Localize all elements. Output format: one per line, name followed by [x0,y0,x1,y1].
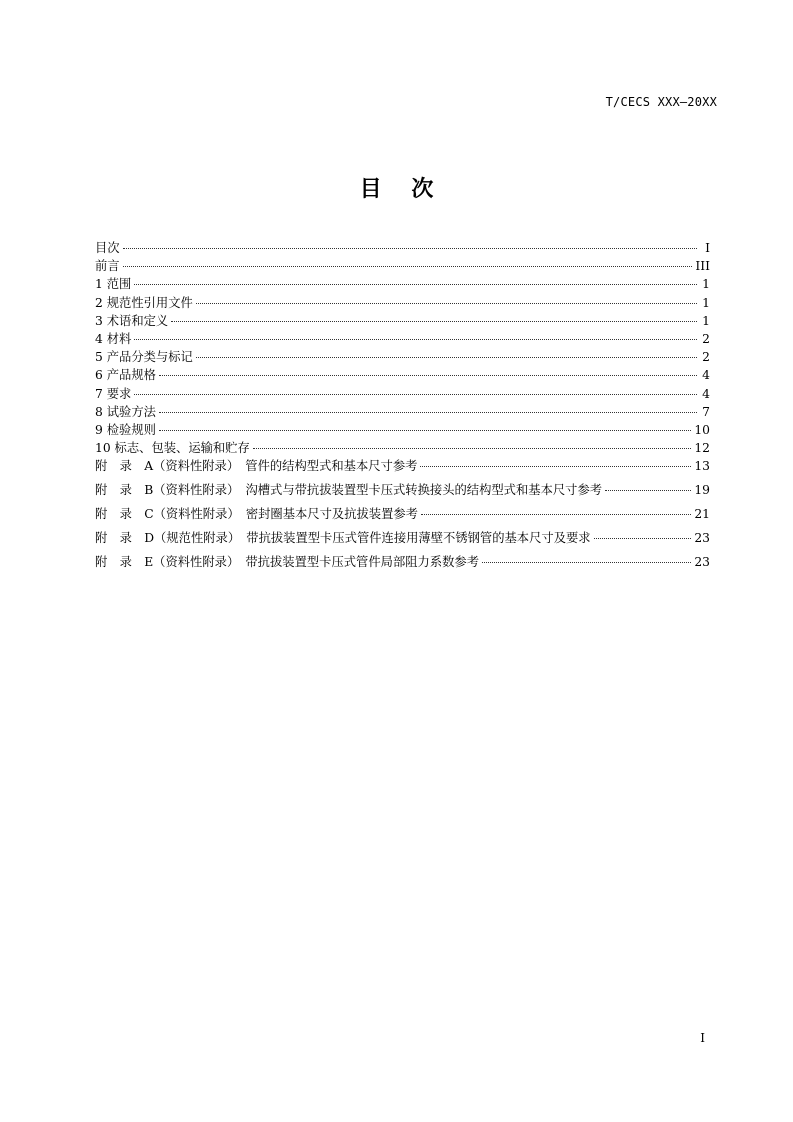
toc-annex-page: 13 [694,459,710,474]
toc-entry-10[interactable] [95,438,710,456]
toc-entry-page: 4 [702,368,710,383]
toc-entry-label: 8 试验方法 [95,404,156,419]
toc-annex-label: 附 录 D（规范性附录） 带抗拔装置型卡压式管件连接用薄壁不锈钢管的基本尺寸及要求 [95,531,591,546]
page-title: 目 次 [359,177,434,202]
toc-leader [482,561,691,563]
toc-entry-4[interactable] [95,329,710,347]
toc-entry-label: 3 术语和定义 [95,313,169,328]
toc-annex-label: 附 录 C（资料性附录） 密封圈基本尺寸及抗拔装置参考 [95,507,418,522]
toc-entry-label: 1 范围 [95,277,132,292]
toc-entry-5[interactable] [95,347,710,365]
toc-entry-7[interactable] [95,384,710,402]
toc-entry-page: 7 [702,404,710,419]
toc-entry-page: 1 [702,295,710,310]
toc-entry-page: 10 [694,422,710,437]
toc-annex-label: 附 录 A（资料性附录） 管件的结构型式和基本尺寸参考 [95,459,418,474]
toc-entry-label: 10 标志、包装、运输和贮存 [95,441,250,456]
toc-entry-page: 2 [702,331,710,346]
toc-leader [159,429,691,431]
toc-leader [171,320,697,322]
toc-entry-label: 4 材料 [95,331,132,346]
toc-entry-1[interactable] [95,274,710,292]
toc-entry-label: 9 检验规则 [95,422,156,437]
toc-entry-page: 1 [702,277,710,292]
toc-leader [123,247,697,249]
toc-entry-8[interactable] [95,402,710,420]
toc-leader [253,447,692,449]
toc-leader [594,537,692,539]
table-of-contents [95,238,710,576]
page-number: I [700,1031,705,1045]
toc-annex-e[interactable] [95,552,710,576]
toc-leader [159,374,697,376]
toc-annex-a[interactable] [95,456,710,480]
toc-annex-page: 23 [694,555,710,570]
toc-entry-page: 4 [702,386,710,401]
toc-annex-page: 19 [694,483,710,498]
toc-annex-page: 21 [694,507,710,522]
toc-entry-label: 目次 [95,241,120,255]
toc-entry-label: 2 规范性引用文件 [95,295,193,310]
toc-leader [196,356,697,358]
toc-annex-d[interactable] [95,528,710,552]
document-code: T/CECS XXX—20XX [605,95,717,109]
toc-annex-label: 附 录 E（资料性附录） 带抗拔装置型卡压式管件局部阻力系数参考 [95,555,480,570]
toc-leader [159,411,697,413]
toc-entry-3[interactable] [95,311,710,329]
toc-entry-6[interactable] [95,365,710,383]
toc-entry-contents[interactable] [95,238,710,256]
toc-entry-page: III [695,259,710,274]
toc-leader [134,338,697,340]
toc-leader [605,489,691,491]
toc-entry-9[interactable] [95,420,710,438]
toc-entry-page: I [705,241,710,255]
toc-annex-page: 23 [694,531,710,546]
toc-entry-label: 7 要求 [95,386,132,401]
toc-leader [134,283,697,285]
toc-entry-2[interactable] [95,293,710,311]
toc-entry-page: 1 [702,313,710,328]
toc-leader [123,265,693,267]
toc-entry-foreword[interactable] [95,256,710,274]
toc-leader [420,465,691,467]
toc-entry-page: 12 [694,441,710,456]
toc-entry-label: 6 产品规格 [95,368,156,383]
toc-annex-label: 附 录 B（资料性附录） 沟槽式与带抗拔装置型卡压式转换接头的结构型式和基本尺寸参考 [95,483,603,498]
toc-annex-b[interactable] [95,480,710,504]
toc-entry-label: 5 产品分类与标记 [95,350,193,365]
toc-entry-page: 2 [702,350,710,365]
toc-leader [196,302,697,304]
toc-annex-c[interactable] [95,504,710,528]
toc-leader [134,393,697,395]
toc-leader [421,513,691,515]
toc-entry-label: 前言 [95,259,120,274]
